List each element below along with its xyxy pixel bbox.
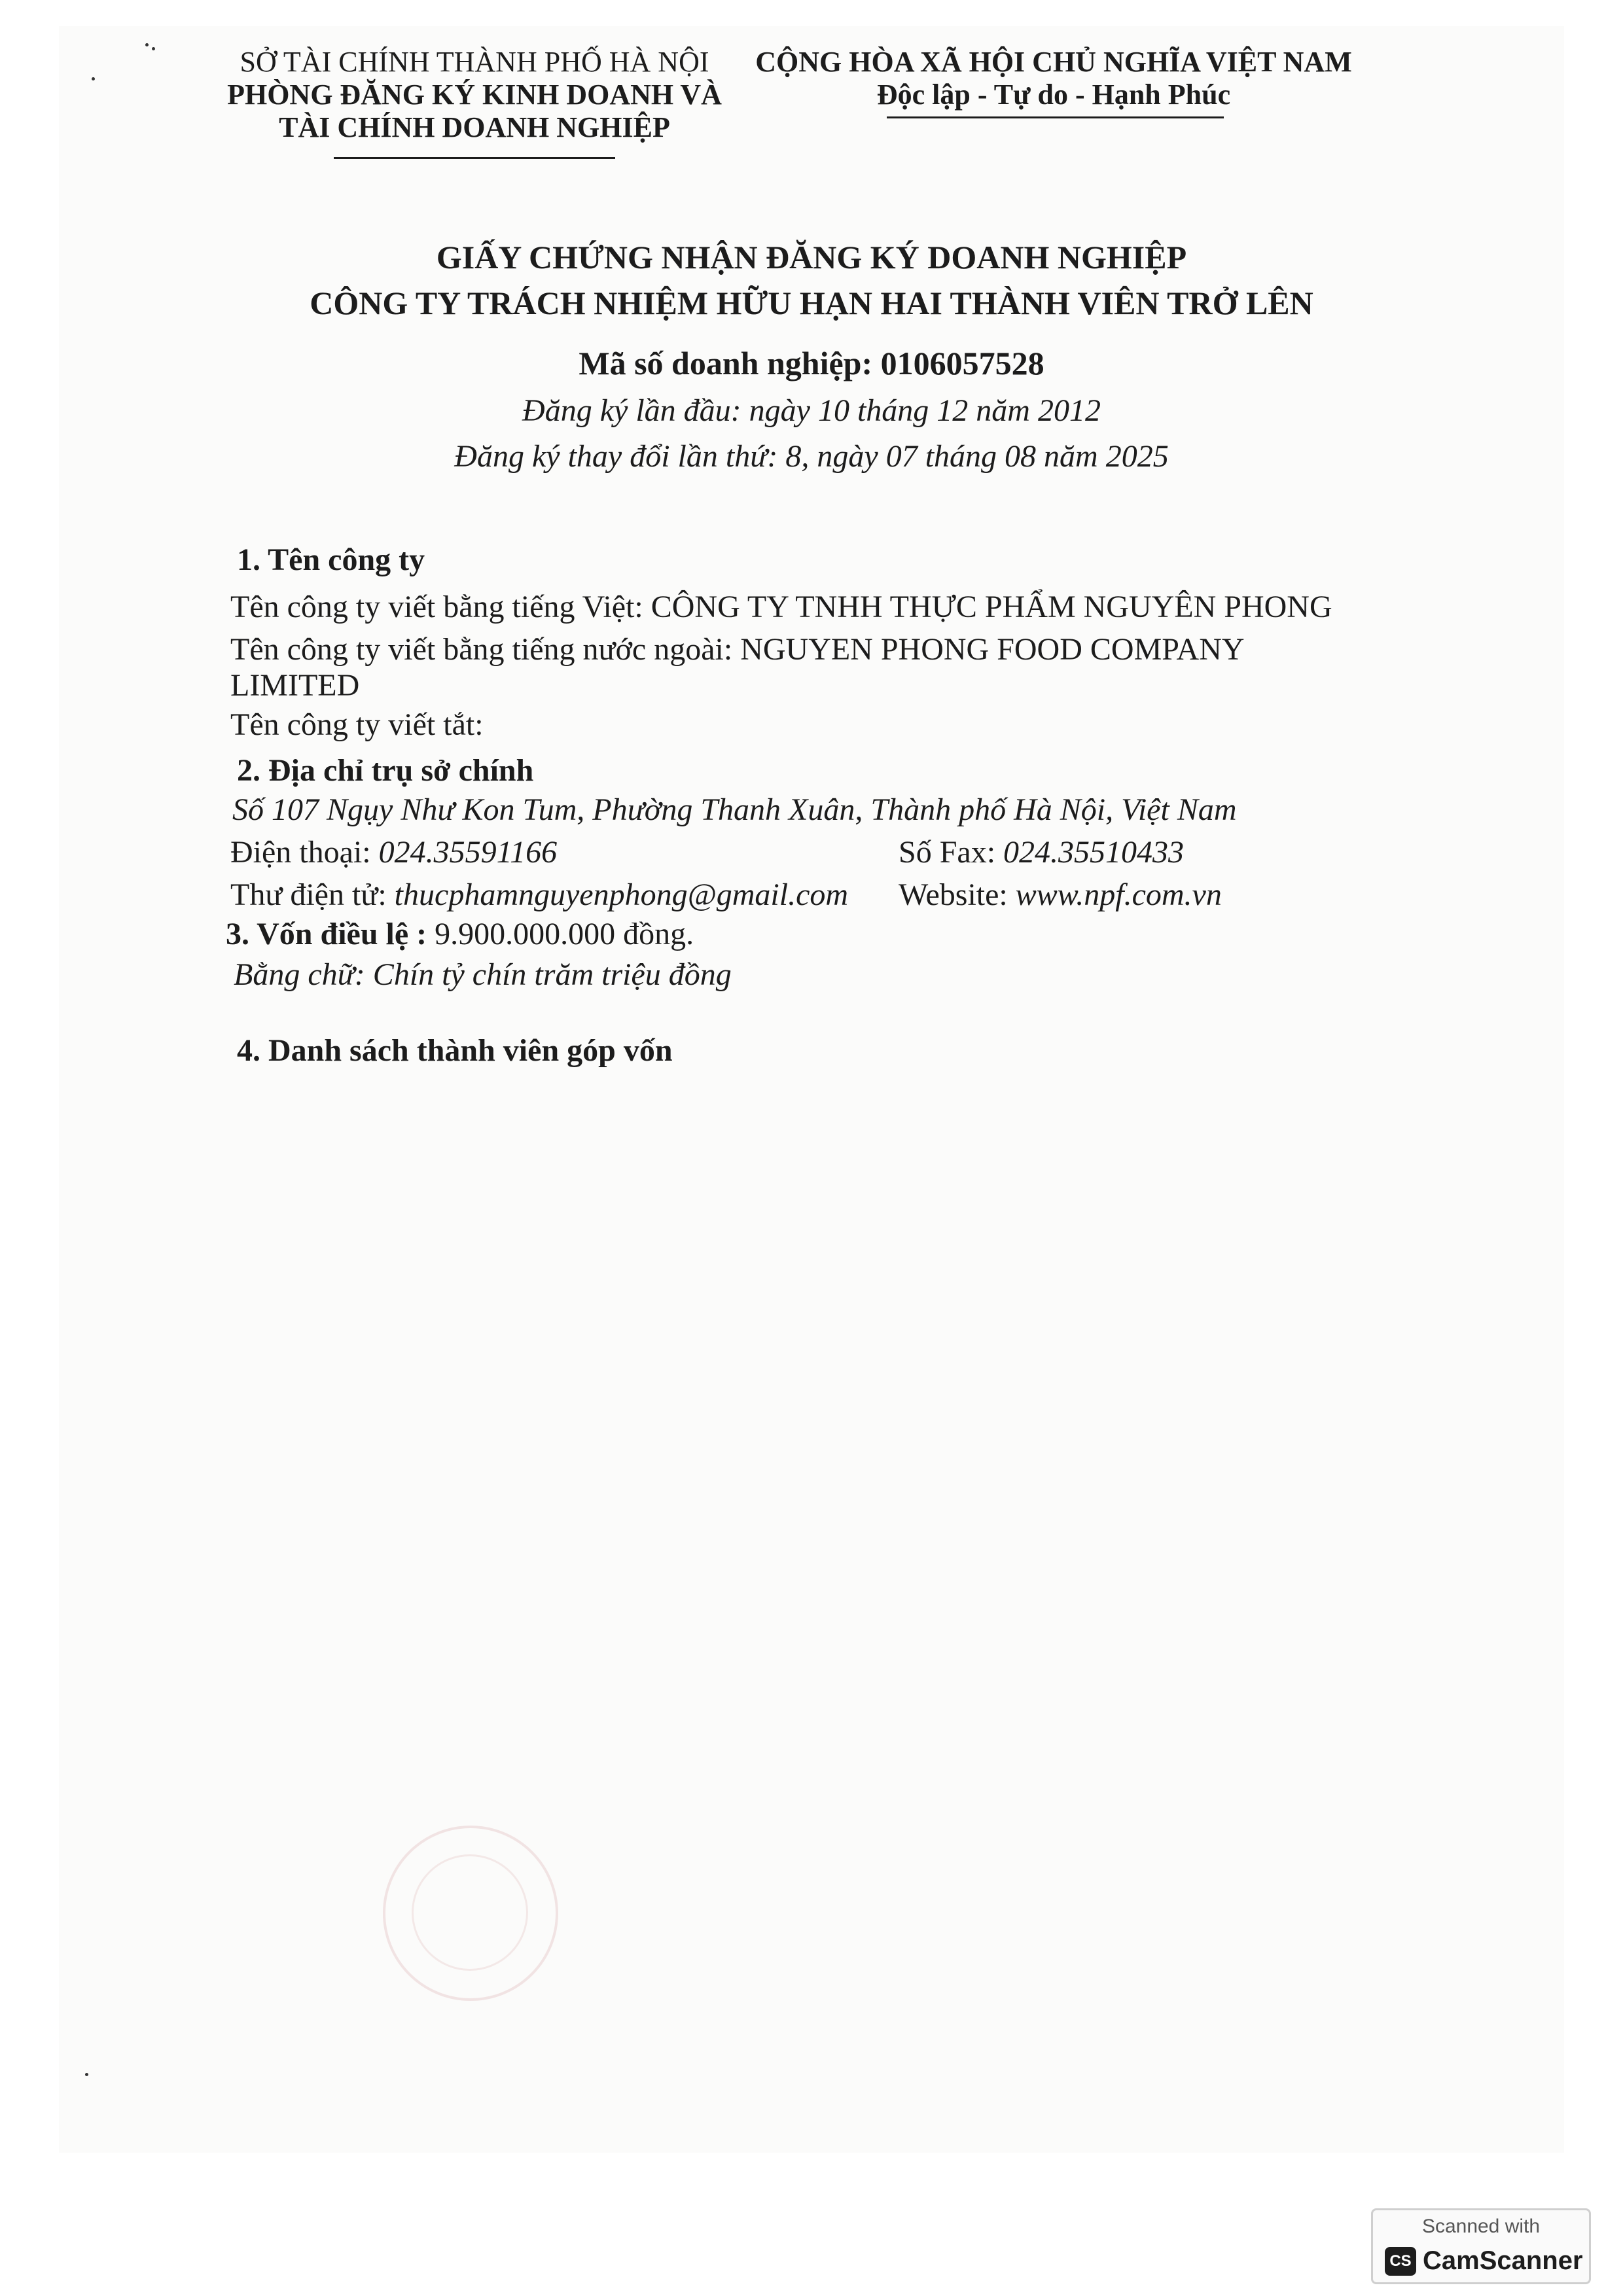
company-name-foreign-cont: LIMITED	[230, 668, 360, 703]
seal-stamp-inner	[412, 1854, 528, 1971]
phone-value: 024.35591166	[378, 835, 558, 870]
company-name-foreign-label: Tên công ty viết bằng tiếng nước ngoài:	[230, 632, 741, 667]
charter-capital-words-label: Bằng chữ:	[234, 957, 373, 992]
section1-heading: 1. Tên công ty	[237, 542, 425, 577]
header-right-line2: Độc lập - Tự do - Hạnh Phúc	[876, 79, 1231, 111]
charter-capital-words-value: Chín tỷ chín trăm triệu đồng	[372, 957, 732, 992]
enterprise-code: Mã số doanh nghiệp: 0106057528	[579, 345, 1044, 381]
title-line1: GIẤY CHỨNG NHẬN ĐĂNG KÝ DOANH NGHIỆP	[436, 239, 1187, 275]
change-registration-date: Đăng ký thay đổi lần thứ: 8, ngày 07 tháng 08 năm 2025	[454, 439, 1169, 474]
scan-speck	[152, 47, 155, 50]
scan-speck	[85, 2073, 88, 2076]
company-name-foreign	[230, 631, 1245, 668]
header-left-line1: SỞ TÀI CHÍNH THÀNH PHỐ HÀ NỘI	[240, 46, 709, 78]
head-office-address: Số 107 Ngụy Như Kon Tum, Phường Thanh Xuân, Thành phố Hà Nội, Việt Nam	[232, 792, 1237, 827]
camscanner-name: CamScanner	[1423, 2246, 1583, 2275]
charter-capital-words	[234, 957, 732, 993]
camscanner-logo-icon: CS	[1385, 2247, 1416, 2276]
header-left-line3: TÀI CHÍNH DOANH NGHIỆP	[279, 111, 670, 143]
company-name-foreign-value: NGUYEN PHONG FOOD COMPANY	[740, 632, 1245, 667]
phone	[230, 834, 557, 871]
header-left	[223, 46, 726, 144]
company-name-vn-label: Tên công ty viết bằng tiếng Việt:	[230, 590, 651, 624]
charter-capital-value: 9.900.000.000 đồng.	[435, 917, 694, 951]
section3-heading: 3. Vốn điều lệ :	[226, 917, 435, 951]
section2-heading: 2. Địa chỉ trụ sở chính	[237, 753, 534, 788]
email-label: Thư điện tử:	[230, 877, 395, 912]
camscanner-badge	[1371, 2208, 1591, 2284]
document-title	[131, 234, 1492, 326]
website	[899, 877, 1222, 913]
seal-stamp	[383, 1826, 558, 2001]
fax-label: Số Fax:	[899, 835, 1004, 870]
email	[230, 877, 848, 913]
phone-label: Điện thoại:	[230, 835, 379, 870]
website-value: www.npf.com.vn	[1015, 877, 1222, 912]
fax	[899, 834, 1184, 871]
first-registration-date: Đăng ký lần đầu: ngày 10 tháng 12 năm 2012	[522, 393, 1101, 428]
charter-capital	[226, 916, 694, 953]
fax-value: 024.35510433	[1003, 835, 1185, 870]
section4-heading: 4. Danh sách thành viên góp vốn	[237, 1033, 673, 1068]
scanned-with-text: Scanned with	[1421, 2216, 1541, 2237]
header-right-underline	[887, 116, 1224, 118]
header-left-underline	[334, 157, 615, 159]
scan-speck	[145, 43, 149, 46]
company-name-vn	[230, 589, 1332, 626]
email-value: thucphamnguyenphong@gmail.com	[394, 877, 849, 912]
company-name-vn-value: CÔNG TY TNHH THỰC PHẨM NGUYÊN PHONG	[651, 590, 1332, 624]
header-left-line2: PHÒNG ĐĂNG KÝ KINH DOANH VÀ	[227, 79, 722, 111]
scan-speck	[92, 77, 95, 80]
header-right	[753, 46, 1355, 111]
company-name-abbr: Tên công ty viết tắt:	[230, 707, 484, 742]
header-right-line1: CỘNG HÒA XÃ HỘI CHỦ NGHĨA VIỆT NAM	[755, 46, 1352, 78]
title-line2: CÔNG TY TRÁCH NHIỆM HỮU HẠN HAI THÀNH VIÊN TRỞ LÊN	[310, 285, 1313, 321]
website-label: Website:	[899, 877, 1016, 912]
